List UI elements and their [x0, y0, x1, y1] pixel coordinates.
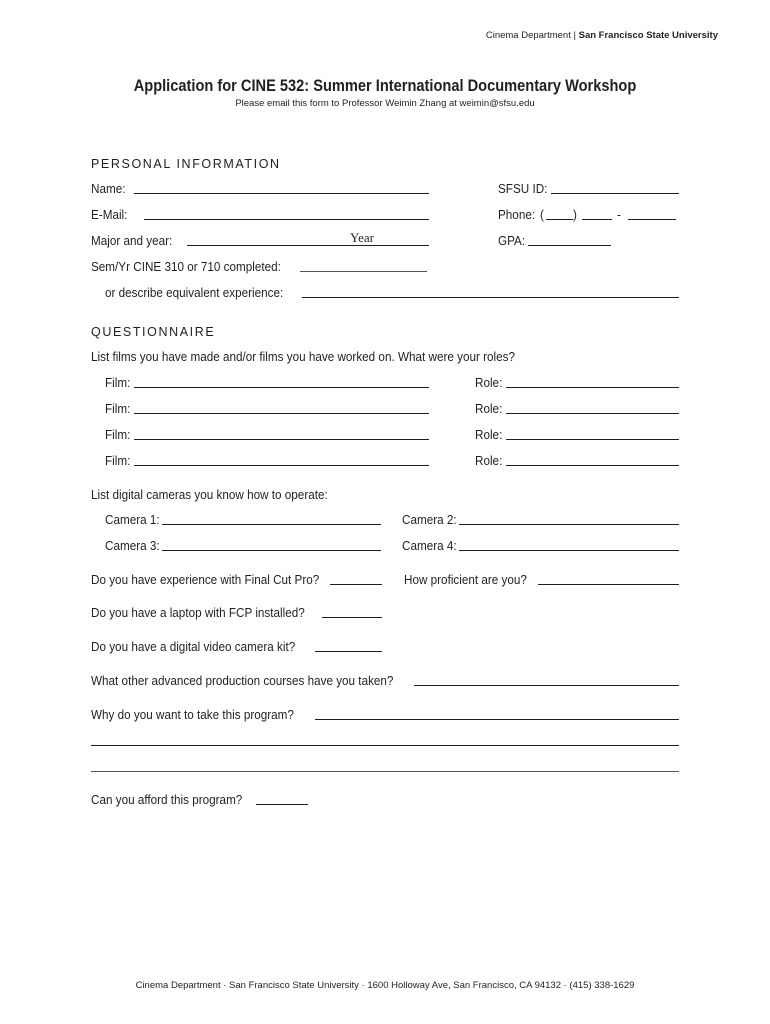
- name-field[interactable]: [134, 193, 429, 194]
- gpa-field[interactable]: [528, 245, 611, 246]
- why-field-3[interactable]: [91, 771, 679, 772]
- form-title: Application for CINE 532: Summer International Documentary Workshop: [133, 76, 637, 95]
- sfsu-id-label: SFSU ID:: [498, 181, 548, 196]
- fcp-experience-label: Do you have experience with Final Cut Pro?: [91, 572, 320, 587]
- phone-prefix-field[interactable]: [582, 219, 612, 220]
- film-field-2[interactable]: [134, 413, 429, 414]
- advanced-courses-field[interactable]: [414, 685, 679, 686]
- fcp-experience-field[interactable]: [330, 584, 382, 585]
- film-label: Film:: [105, 453, 131, 468]
- laptop-field[interactable]: [322, 617, 382, 618]
- camera2-field[interactable]: [459, 524, 679, 525]
- film-label: Film:: [105, 427, 131, 442]
- camera4-label: Camera 4:: [402, 538, 457, 553]
- phone-open-paren: (: [540, 207, 544, 222]
- camera1-label: Camera 1:: [105, 512, 160, 527]
- name-label: Name:: [91, 181, 126, 196]
- section-heading-personal: PERSONAL INFORMATION: [91, 157, 281, 171]
- section-heading-questionnaire: QUESTIONNAIRE: [91, 325, 216, 339]
- role-field-4[interactable]: [506, 465, 679, 466]
- sfsu-id-field[interactable]: [551, 193, 679, 194]
- phone-close-paren: ): [573, 207, 577, 222]
- email-field[interactable]: [144, 219, 429, 220]
- semyr-field[interactable]: [300, 271, 427, 272]
- advanced-courses-label: What other advanced production courses have you taken?: [91, 673, 394, 688]
- semyr-label: Sem/Yr CINE 310 or 710 completed:: [91, 259, 281, 274]
- why-field-2[interactable]: [91, 745, 679, 746]
- camera3-field[interactable]: [162, 550, 381, 551]
- header-separator: |: [570, 30, 579, 41]
- major-value: Year: [350, 230, 374, 245]
- role-label: Role:: [475, 453, 503, 468]
- role-label: Role:: [475, 375, 503, 390]
- page-header: [486, 30, 718, 41]
- role-field-2[interactable]: [506, 413, 679, 414]
- gpa-label: GPA:: [498, 233, 526, 248]
- films-prompt: List films you have made and/or films you have worked on. What were your roles?: [91, 349, 515, 364]
- afford-label: Can you afford this program?: [91, 792, 243, 807]
- camera2-label: Camera 2:: [402, 512, 457, 527]
- role-label: Role:: [475, 427, 503, 442]
- phone-area-code-field[interactable]: [546, 219, 573, 220]
- role-field-1[interactable]: [506, 387, 679, 388]
- camera-kit-label: Do you have a digital video camera kit?: [91, 639, 296, 654]
- major-field[interactable]: [187, 245, 429, 246]
- camera4-field[interactable]: [459, 550, 679, 551]
- header-university: San Francisco State University: [578, 30, 718, 41]
- role-label: Role:: [475, 401, 503, 416]
- camera-kit-field[interactable]: [315, 651, 382, 652]
- role-field-3[interactable]: [506, 439, 679, 440]
- phone-number-field[interactable]: [628, 219, 676, 220]
- proficient-label: How proficient are you?: [404, 572, 527, 587]
- film-label: Film:: [105, 401, 131, 416]
- film-field-4[interactable]: [134, 465, 429, 466]
- film-field-1[interactable]: [134, 387, 429, 388]
- email-label: E-Mail:: [91, 207, 128, 222]
- header-department: Cinema Department: [485, 30, 571, 41]
- form-subtitle: Please email this form to Professor Weimin Zhang at weimin@sfsu.edu: [235, 98, 535, 109]
- major-label: Major and year:: [91, 233, 173, 248]
- page-footer: Cinema Department · San Francisco State University · 1600 Holloway Ave, San Francisco, CA 94132 · (415) 338-1629: [135, 980, 635, 991]
- camera1-field[interactable]: [162, 524, 381, 525]
- why-label: Why do you want to take this program?: [91, 707, 294, 722]
- phone-label: Phone:: [498, 207, 536, 222]
- afford-field[interactable]: [256, 804, 308, 805]
- camera3-label: Camera 3:: [105, 538, 160, 553]
- film-field-3[interactable]: [134, 439, 429, 440]
- equiv-label: or describe equivalent experience:: [105, 285, 284, 300]
- why-field-1[interactable]: [315, 719, 679, 720]
- proficient-field[interactable]: [538, 584, 679, 585]
- phone-dash: -: [617, 207, 621, 222]
- film-label: Film:: [105, 375, 131, 390]
- laptop-label: Do you have a laptop with FCP installed?: [91, 605, 305, 620]
- cameras-prompt: List digital cameras you know how to operate:: [91, 487, 328, 502]
- equiv-field[interactable]: [302, 297, 679, 298]
